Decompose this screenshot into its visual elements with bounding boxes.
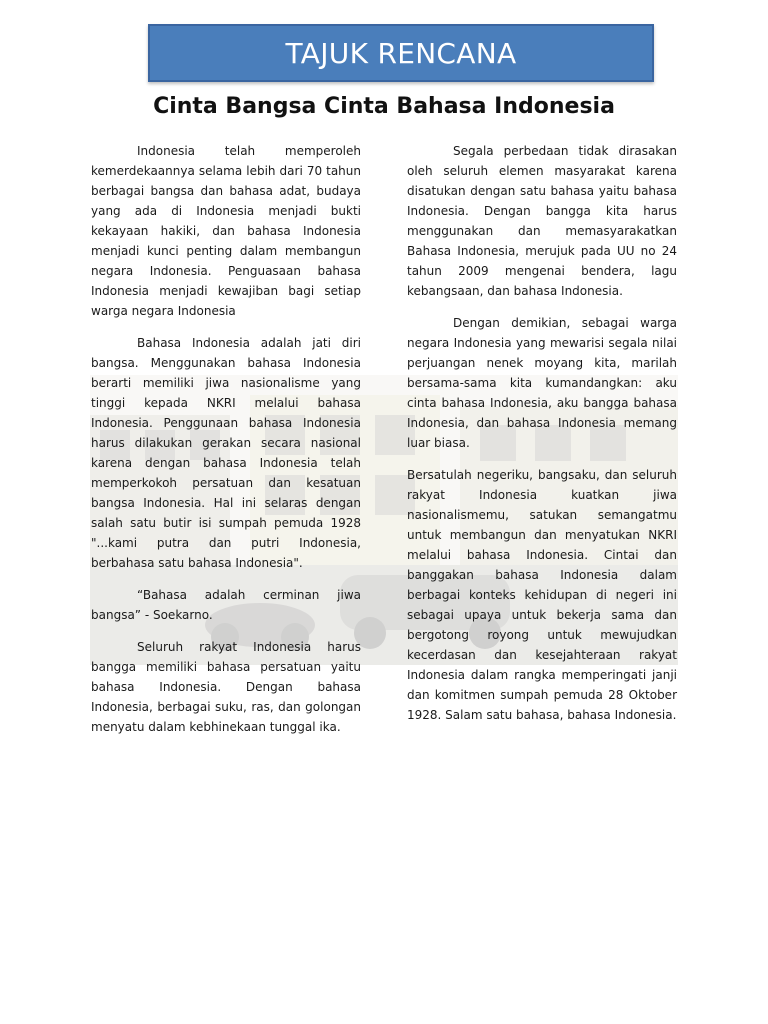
right-column [407,141,677,737]
page-title: Cinta Bangsa Cinta Bahasa Indonesia [153,94,615,119]
paragraph: Dengan demikian, sebagai warga negara Indonesia yang mewarisi segala nilai perjuangan nenek moyang kita, marilah bersama-sama kita kumandangkan: aku cinta bahasa Indonesia, aku bangga bahasa Indonesia, dan bahasa Indonesia memang luar biasa. [407,316,677,450]
paragraph: Seluruh rakyat Indonesia harus bangga memiliki bahasa persatuan yaitu bahasa Indonesia. Dengan bahasa Indonesia, berbagai suku, ras, dan golongan menyatu dalam kebhinekaan tunggal ika. [91,640,361,734]
left-column [91,141,361,749]
paragraph: Segala perbedaan tidak dirasakan oleh seluruh elemen masyarakat karena disatukan dengan satu bahasa yaitu bahasa Indonesia. Dengan bangga kita harus menggunakan dan memasyarakatkan Bahasa Indonesia, merujuk pada UU no 24 tahun 2009 mengenai bendera, lagu kebangsaan, dan bahasa Indonesia. [407,144,677,298]
paragraph: Bahasa Indonesia adalah jati diri bangsa. Menggunakan bahasa Indonesia berarti memiliki jiwa nasionalisme yang tinggi kepada NKRI melalui bahasa Indonesia. Penggunaan bahasa Indonesia harus dilakukan gerakan secara nasional karena dengan bahasa Indonesia telah memperkokoh persatuan dan kesatuan bangsa Indonesia. Hal ini selaras dengan salah satu butir isi sumpah pemuda 1928 "...kami putra dan putri Indonesia, berbahasa satu bahasa Indonesia". [91,336,361,570]
paragraph: Bersatulah negeriku, bangsaku, dan seluruh rakyat Indonesia kuatkan jiwa nasionalismemu, satukan semangatmu untuk membangun dan menyatukan NKRI melalui bahasa Indonesia. Cintai dan banggakan bahasa Indonesia dalam berbagai konteks kehidupan di negeri ini sebagai upaya untuk bekerja sama dan bergotong royong untuk mewujudkan kecerdasan dan kesejahteraan rakyat Indonesia dalam rangka memperingati janji dan komitmen sumpah pemuda 28 Oktober 1928. Salam satu bahasa, bahasa Indonesia. [407,468,677,722]
header-banner [148,24,654,82]
paragraph: Indonesia telah memperoleh kemerdekaannya selama lebih dari 70 tahun berbagai bangsa dan bahasa adat, budaya yang ada di Indonesia menjadi bukti kekayaan hakiki, dan bahasa Indonesia menjadi kunci penting dalam membangun negara Indonesia. Penguasaan bahasa Indonesia menjadi kewajiban bagi setiap warga negara Indonesia [91,144,361,318]
banner-label: TAJUK RENCANA [285,36,517,70]
paragraph: “Bahasa adalah cerminan jiwa bangsa” - Soekarno. [91,588,361,622]
